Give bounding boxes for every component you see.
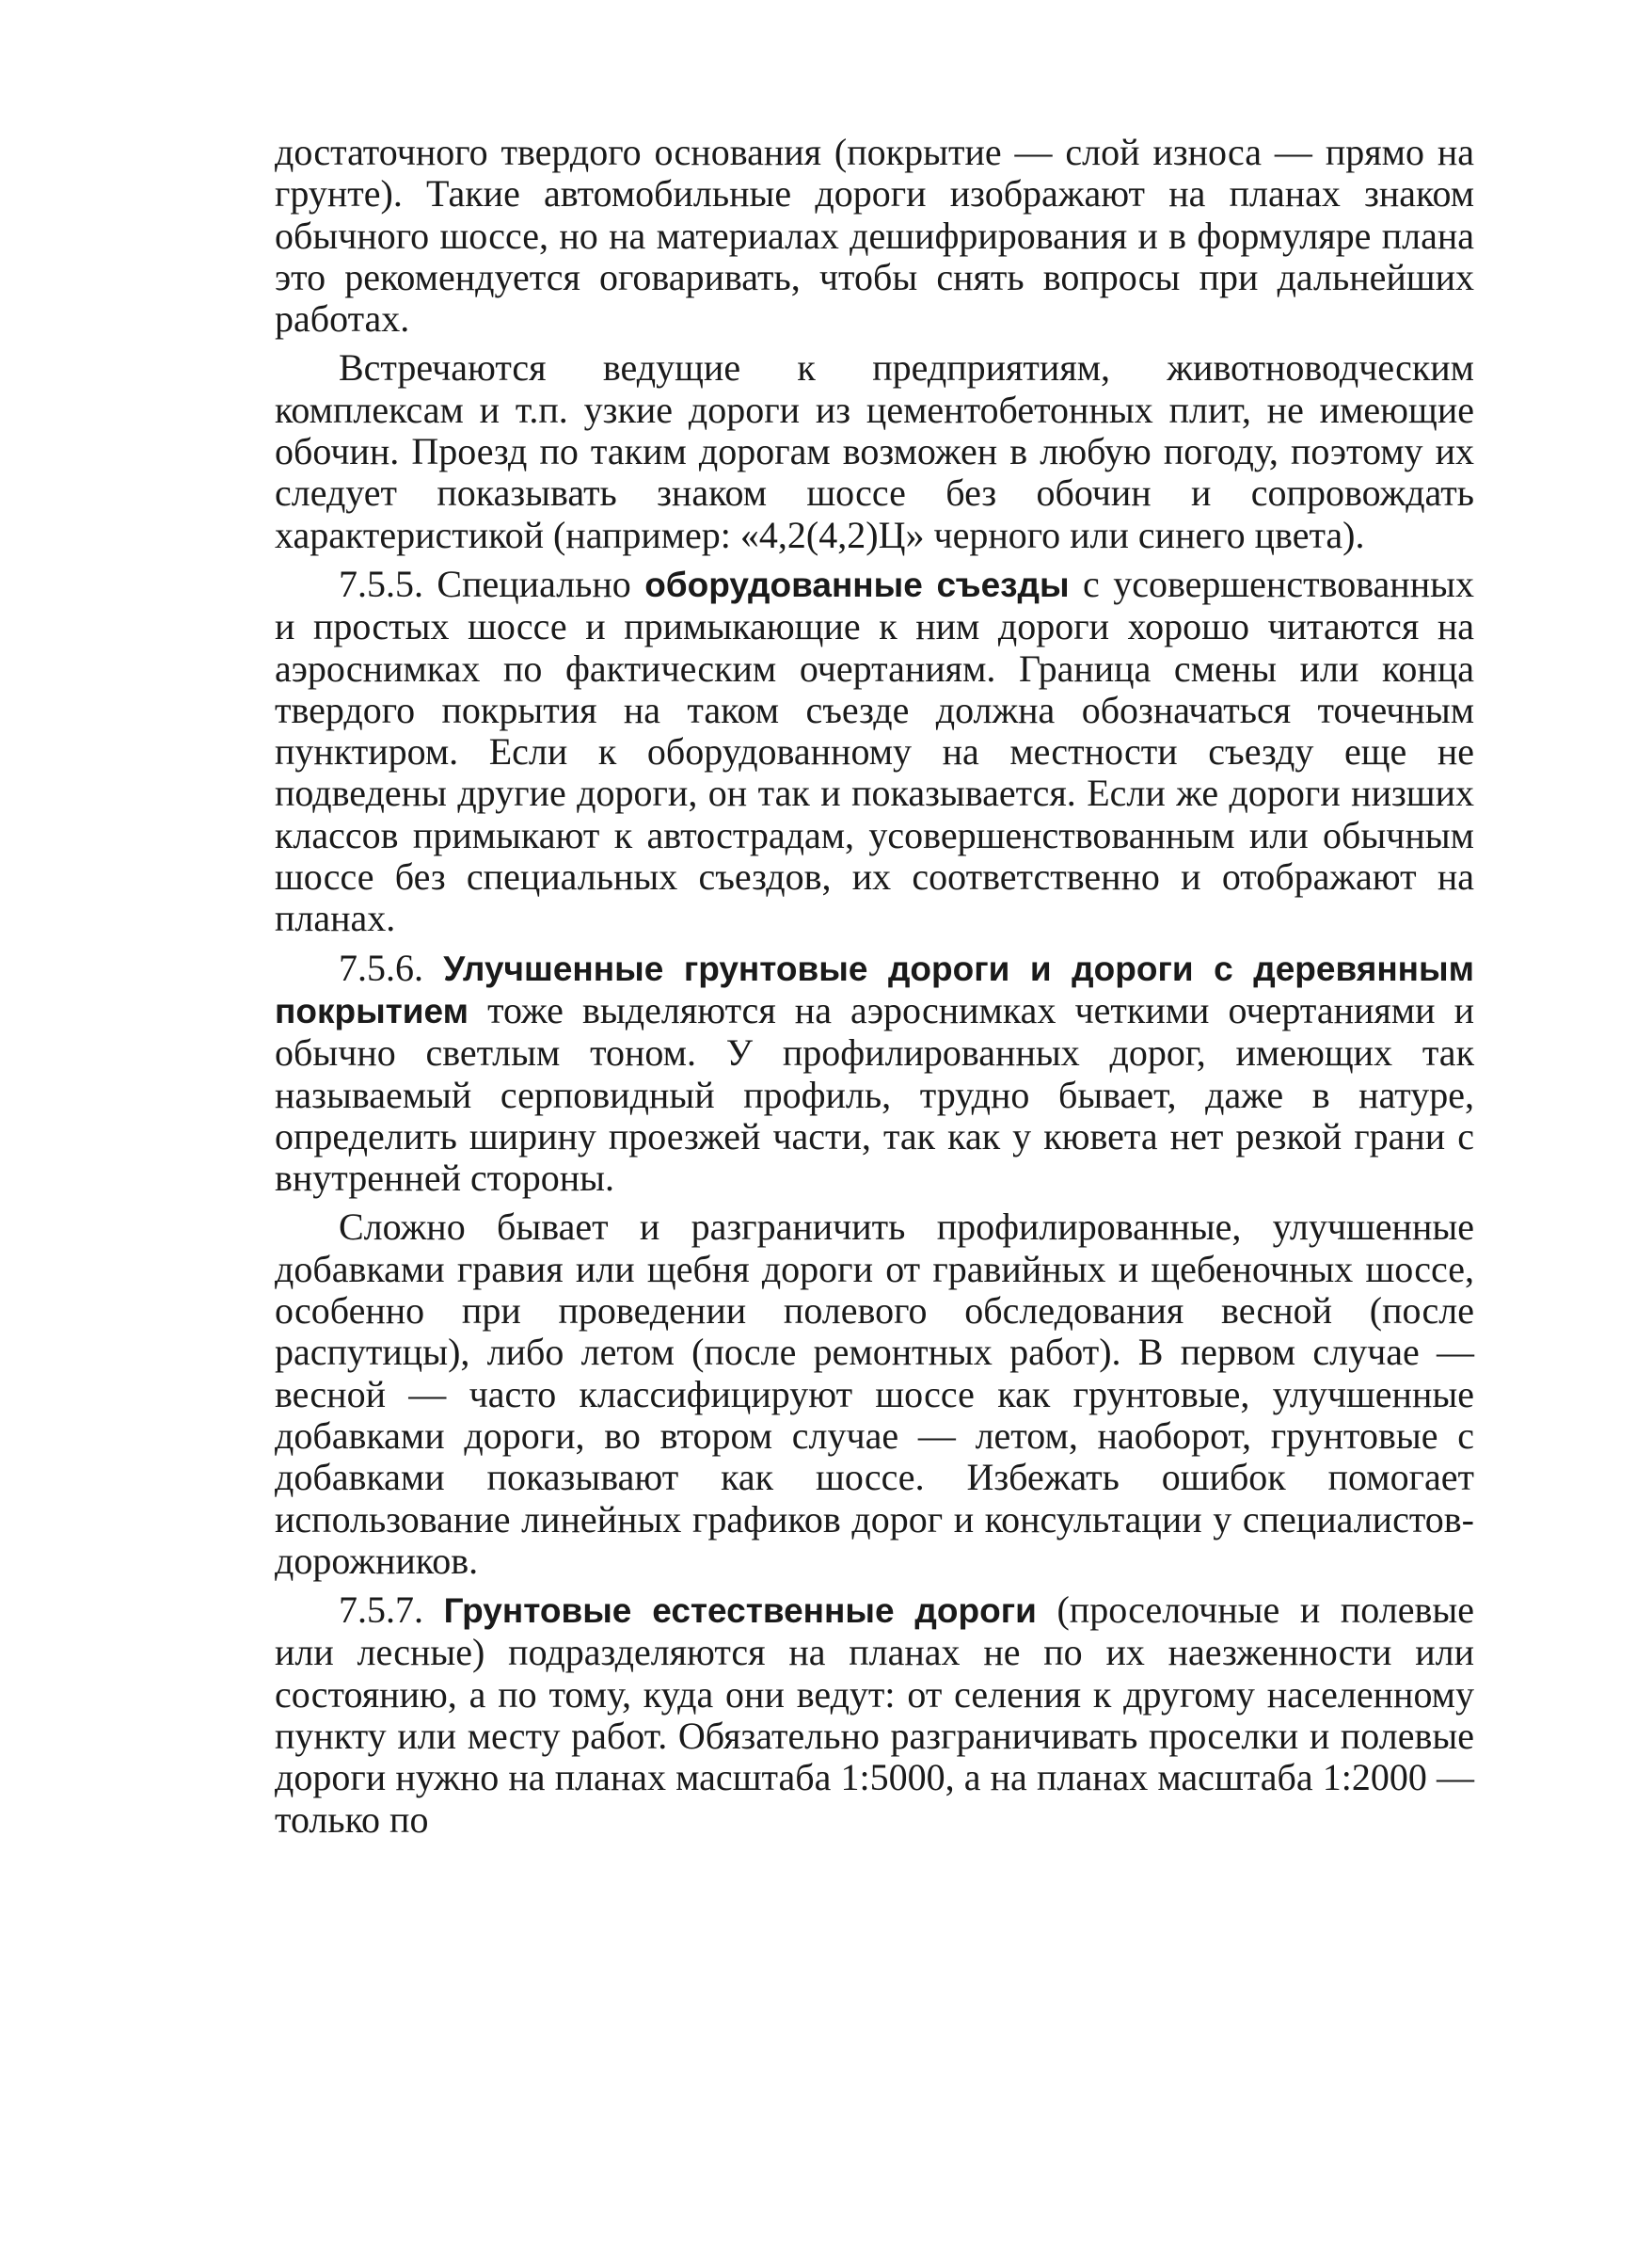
paragraph-text: Сложно бывает и разграничить профилированные, улучшенные добавками гравия или щебня дороги от гравийных и щебеночных шоссе, особенно при проведении полевого обследования весной (после распутицы), либо летом (после ремонтных работ). В первом случае — весной — часто классифицируют шоссе как грунтовые, улучшенные добавками дороги, во втором случае — летом, наоборот, грунтовые с добавками показывают как шоссе. Избежать ошибок помогает использование линейных графиков дорог и консультации у специалистов-дорожников. [275,1205,1474,1582]
paragraph-7-5-7 [275,1589,1474,1841]
paragraph-text: тоже выделяются на аэроснимках четкими очертаниями и обычно светлым тоном. У профилированных дорог, имеющих так называемый серповидный профиль, трудно бывает, даже в натуре, определить ширину проезжей части, так как у кювета нет резкой грани с внутренней стороны. [275,988,1474,1200]
section-number: 7.5.7. [339,1588,444,1632]
section-lead: 7.5.5. Специально [339,562,645,605]
paragraph-7-5-5 [275,564,1474,940]
paragraph-text: Встречаются ведущие к предприятиям, животноводческим комплексам и т.п. узкие дороги из цементобетонных плит, не имеющие обочин. Проезд по таким дорогам возможен в любую погоду, поэтому их следует показывать знаком шоссе без обочин и сопровождать характеристикой (например: «4,2(4,2)Ц» черного или синего цвета). [275,346,1474,556]
bold-term: Грунтовые естественные дороги [443,1591,1037,1631]
section-number: 7.5.6. [339,946,444,989]
paragraph-2 [275,347,1474,555]
paragraph-text: (проселочные и полевые или лесные) подразделяются на планах не по их наезженности или состоянию, а по тому, куда они ведут: от селения к другому населенному пункту или месту работ. Обязательно разграничивать проселки и полевые дороги нужно на планах масштаба 1:5000, а на планах масштаба 1:2000 — только по [275,1588,1475,1841]
bold-term: оборудованные съезды [644,565,1070,604]
paragraph-5 [275,1206,1474,1582]
bold-term: Улучшенные грунтовые дороги и дороги с деревянным покрытием [275,949,1475,1030]
paragraph-text: с усовершенствованных и простых шоссе и примыкающие к ним дороги хорошо читаются на аэроснимках по фактическим очертаниям. Граница смены или конца твердого покрытия на таком съезде должна обозначаться точечным пунктиром. Если к оборудованному на местности съезду еще не подведены другие дороги, он так и показывается. Если же дороги низших классов примыкают к автострадам, усовершенствованным или обычным шоссе без специальных съездов, их соответственно и отображают на планах. [275,562,1474,940]
paragraph-1 [275,132,1474,340]
paragraph-7-5-6 [275,948,1474,1200]
paragraph-text: достаточного твердого основания (покрытие — слой износа — прямо на грунте). Такие автомобильные дороги изображают на планах знаком обычного шоссе, но на материалах дешифрирования и в формуляре плана это рекомендуется оговаривать, чтобы снять вопросы при дальнейших работах. [275,131,1474,341]
document-page [275,132,1474,1841]
